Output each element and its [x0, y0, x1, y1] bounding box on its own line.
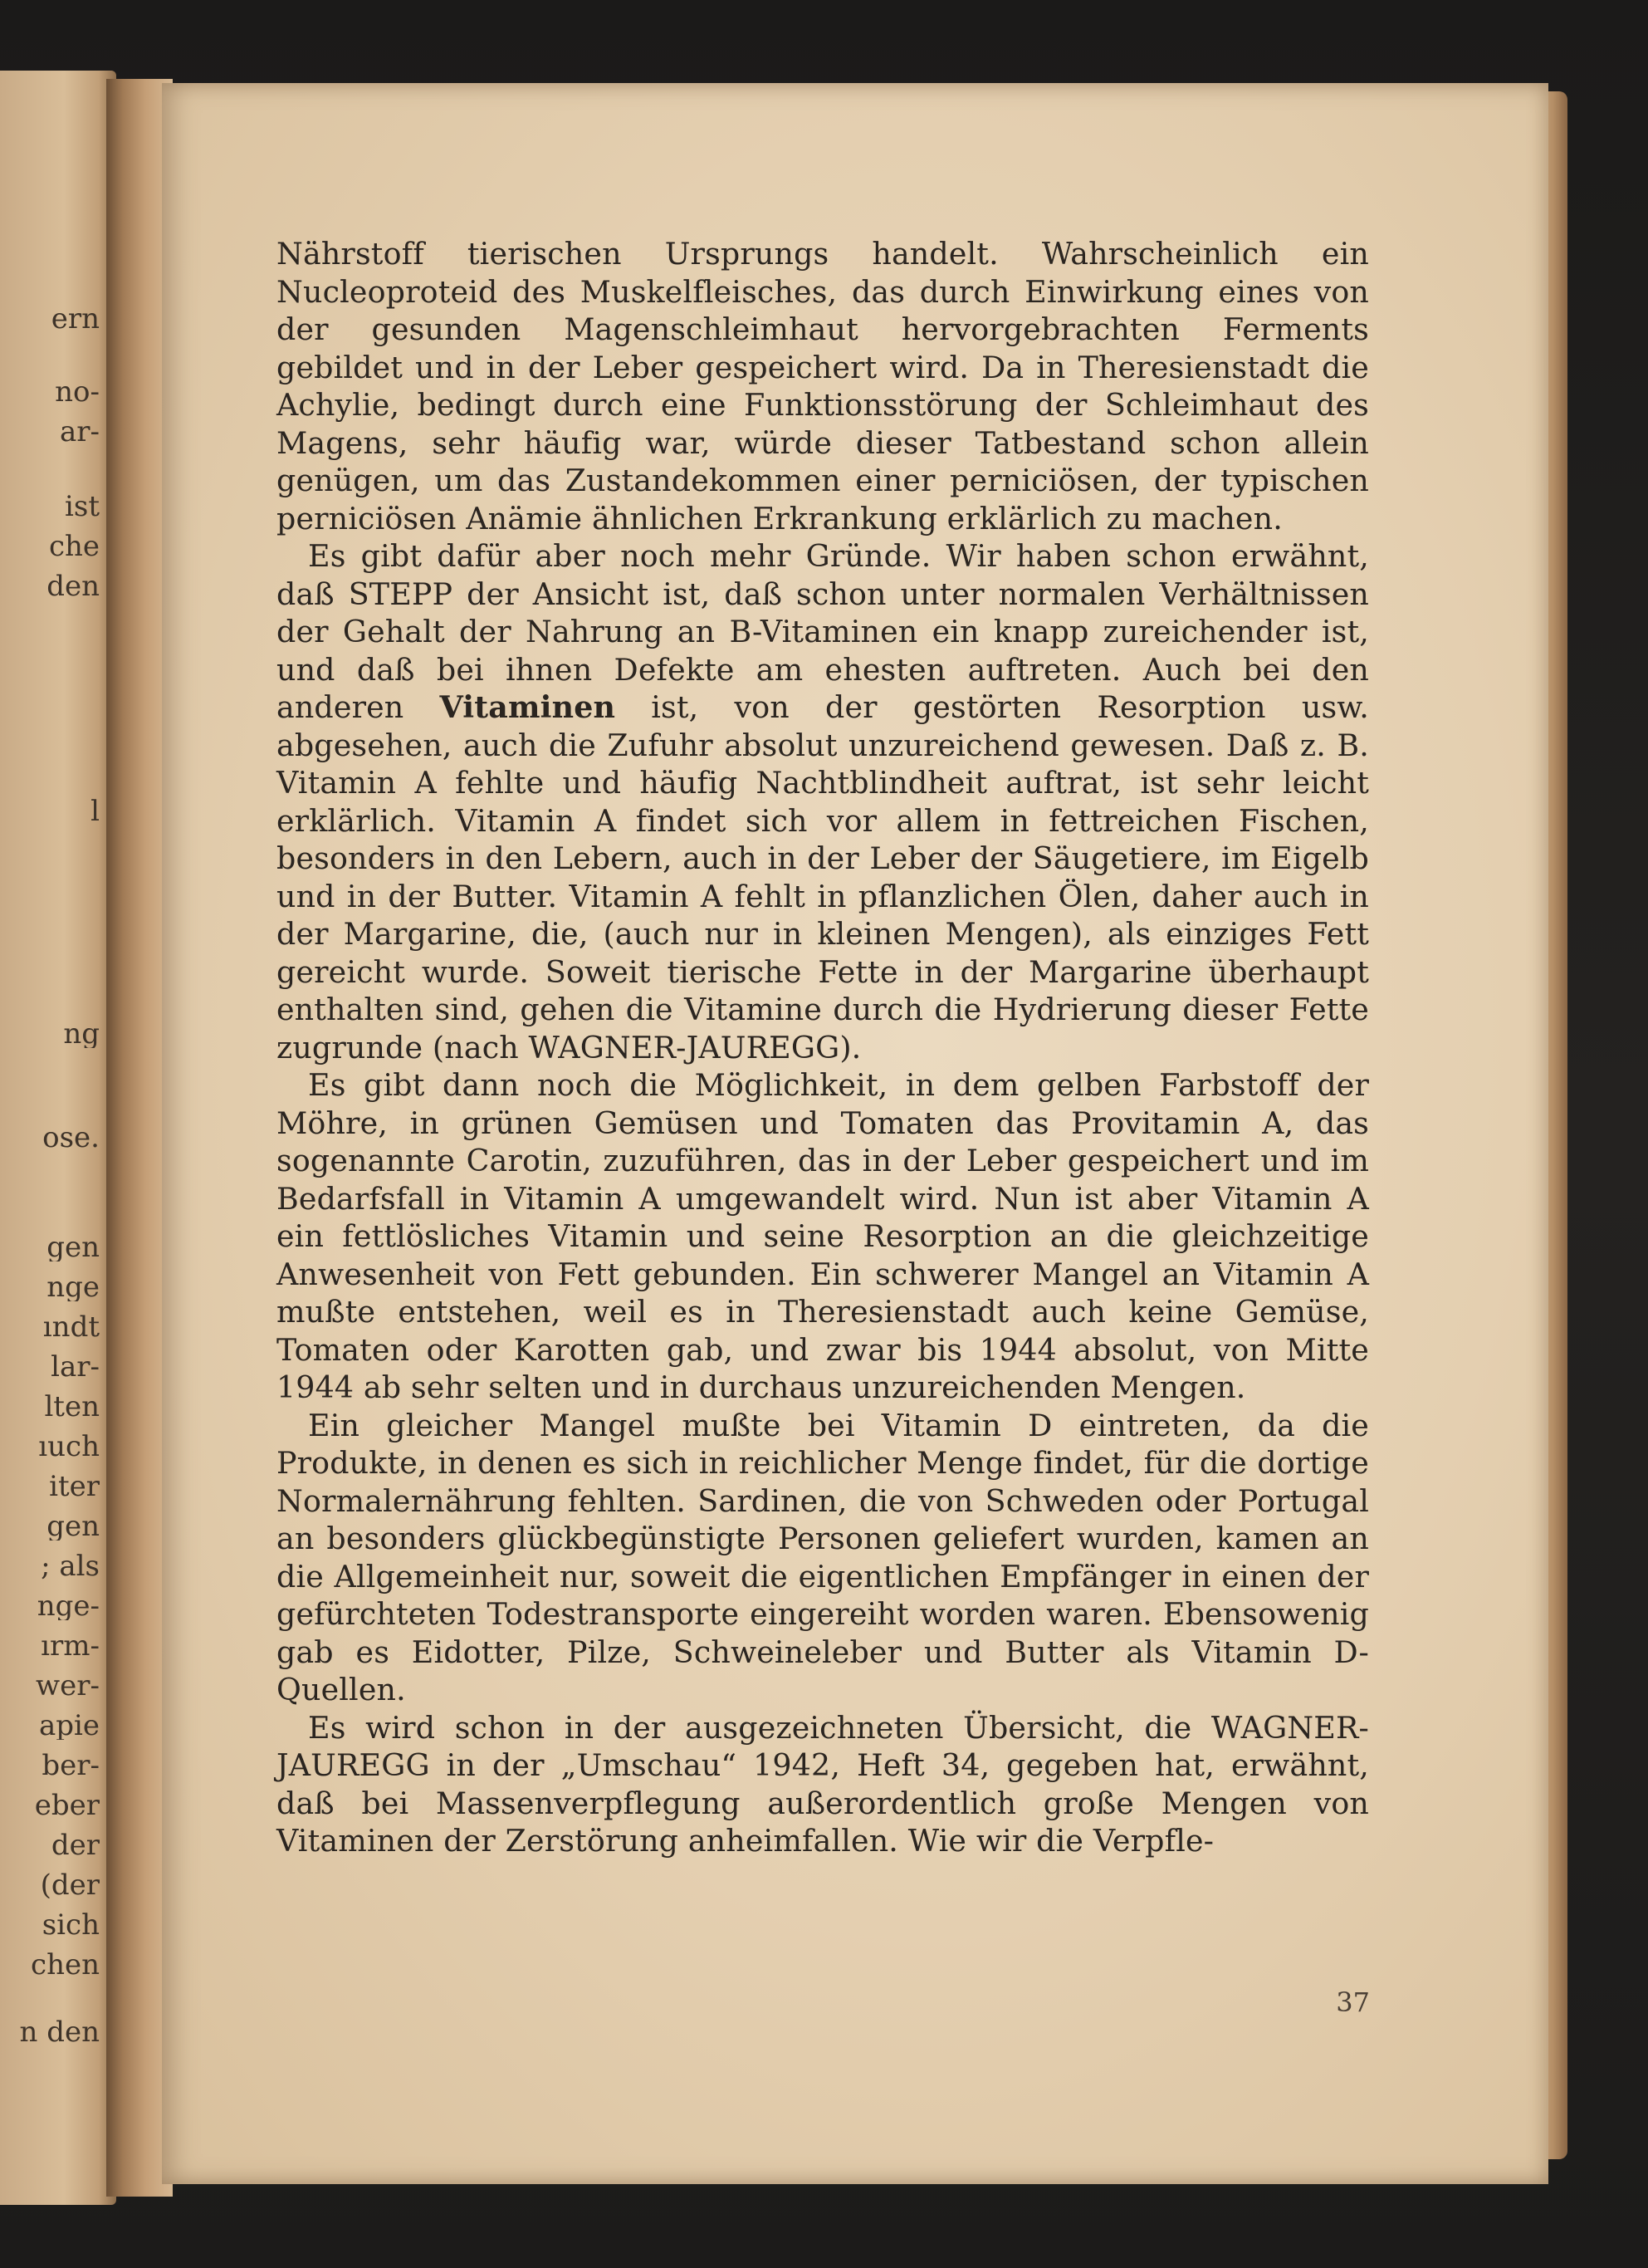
paragraph-text: Ein gleicher Mangel mußte bei Vitamin D eintreten, da die Produkte, in denen es sich in reichlicher Menge findet, für die dortige Normalernährung fehlten. Sardinen, die von Schweden oder Portugal an besonders glückbegünstigte Personen geliefert wurden, kamen an die Allgemeinheit nur, soweit die eigentlichen Empfänger in einen der gefürchteten Todestransporte eingereiht worden waren. Ebensowenig gab es Eidotter, Pilze, Schweineleber und Butter als Vitamin D-Quellen. — [276, 1407, 1369, 1707]
left-fragment: eber — [34, 1791, 100, 1820]
emphasized-term: Vitaminen — [439, 689, 616, 725]
left-fragment: ist — [65, 492, 100, 521]
page-body-text — [276, 235, 1369, 1860]
left-fragment: ber- — [42, 1751, 100, 1780]
left-fragment: ındt — [42, 1313, 100, 1341]
paragraph-text: Nährstoff tierischen Ursprungs handelt. Wahrscheinlich ein Nucleoproteid des Muskelfleisches, das durch Einwirkung eines von der gesunden Magenschleimhaut hervorgebrachten Ferments gebildet und in der Leber gespeichert wird. Da in Theresienstadt die Achylie, bedingt durch eine Funktionsstörung der Schleimhaut des Magens, sehr häufig war, würde dieser Tatbestand schon allein genügen, um das Zustandekommen einer perniciösen, der typischen perniciösen Anämie ähnlichen Erkrankung erklärlich zu machen. — [276, 236, 1369, 536]
left-fragment: (der — [40, 1871, 100, 1899]
left-fragment: wer- — [36, 1672, 100, 1700]
paragraph-text: ist, von der gestörten Resorption usw. abgesehen, auch die Zufuhr absolut unzureichend gewesen. Daß z. B. Vitamin A fehlte und häufig Nachtblindheit auftrat, ist sehr leicht erklärlich. Vitamin A findet sich vor allem in fettreichen Fischen, besonders in den Lebern, auch in der Leber der Säugetiere, im Eigelb und in der Butter. Vitamin A fehlt in pflanzlichen Ölen, daher auch in der Margarine, die, (auch nur in kleinen Mengen), als einziges Fett gereicht wurde. Soweit tierische Fette in der Margarine überhaupt enthalten sind, gehen die Vitamine durch die Hydrierung dieser Fette zugrunde (nach WAGNER-JAUREGG). — [276, 689, 1369, 1065]
left-fragment: ; als — [41, 1552, 100, 1580]
paragraph-text: Es wird schon in der ausgezeichneten Übersicht, die WAGNER-JAUREGG in der „Umschau“ 1942, Heft 34, gegeben hat, erwähnt, daß bei Massenverpflegung außerordentlich große Mengen von Vitaminen der Zerstörung anheimfallen. Wie wir die Verpfle- — [276, 1709, 1369, 1859]
left-fragment: ng — [63, 1020, 100, 1048]
left-page-edge — [0, 71, 116, 2205]
left-fragment: den — [46, 572, 100, 600]
left-fragment: lten — [44, 1393, 100, 1421]
left-fragment: lar- — [51, 1353, 100, 1381]
left-fragment: nge- — [37, 1592, 100, 1620]
left-fragment: ern — [51, 305, 100, 333]
left-fragment: che — [48, 532, 100, 561]
paragraph — [276, 537, 1369, 1066]
left-fragment: ose. — [42, 1124, 100, 1152]
left-fragment: ar- — [59, 418, 100, 446]
left-fragment: no- — [55, 378, 100, 406]
paragraph-text: Es gibt dann noch die Möglichkeit, in dem gelben Farbstoff der Möhre, in grünen Gemüsen und Tomaten das Provitamin A, das sogenannte Carotin, zuzuführen, das in der Leber gespeichert und im Bedarfsfall in Vitamin A umgewandelt wird. Nun ist aber Vitamin A ein fettlösliches Vitamin und seine Resorption an die gleichzeitige Anwesenheit von Fett gebunden. Ein schwerer Mangel an Vitamin A mußte entstehen, weil es in Theresienstadt auch keine Gemüse, Tomaten oder Karotten gab, und zwar bis 1944 absolut, von Mitte 1944 ab sehr selten und in durchaus unzureichenden Mengen. — [276, 1067, 1369, 1405]
left-fragment: ırm- — [41, 1632, 100, 1660]
left-fragment: gen — [46, 1233, 100, 1261]
left-page-fragments — [0, 71, 100, 2205]
left-fragment: der — [51, 1831, 100, 1859]
paragraph — [276, 1709, 1369, 1860]
left-fragment: n den — [19, 2018, 100, 2046]
paragraph — [276, 1407, 1369, 1709]
left-fragment: gen — [46, 1512, 100, 1541]
left-fragment: chen — [31, 1951, 100, 1979]
left-fragment: ıuch — [38, 1433, 100, 1461]
paragraph — [276, 1066, 1369, 1407]
paragraph-text: Es gibt dafür aber noch mehr Gründe. Wir haben schon erwähnt, daß STEPP der Ansicht ist, daß schon unter normalen Verhältnissen der Gehalt der Nahrung an B-Vitaminen ein knapp zureichender ist, und daß bei ihnen Defekte am ehesten auftreten. Auch bei den anderen — [276, 538, 1369, 725]
left-fragment: apie — [38, 1712, 100, 1740]
left-fragment: sich — [42, 1911, 100, 1939]
left-fragment: l — [90, 797, 100, 825]
left-fragment: iter — [49, 1472, 100, 1501]
paragraph — [276, 235, 1369, 537]
page-number: 37 — [1336, 1986, 1370, 2018]
left-fragment: nge — [46, 1273, 100, 1301]
